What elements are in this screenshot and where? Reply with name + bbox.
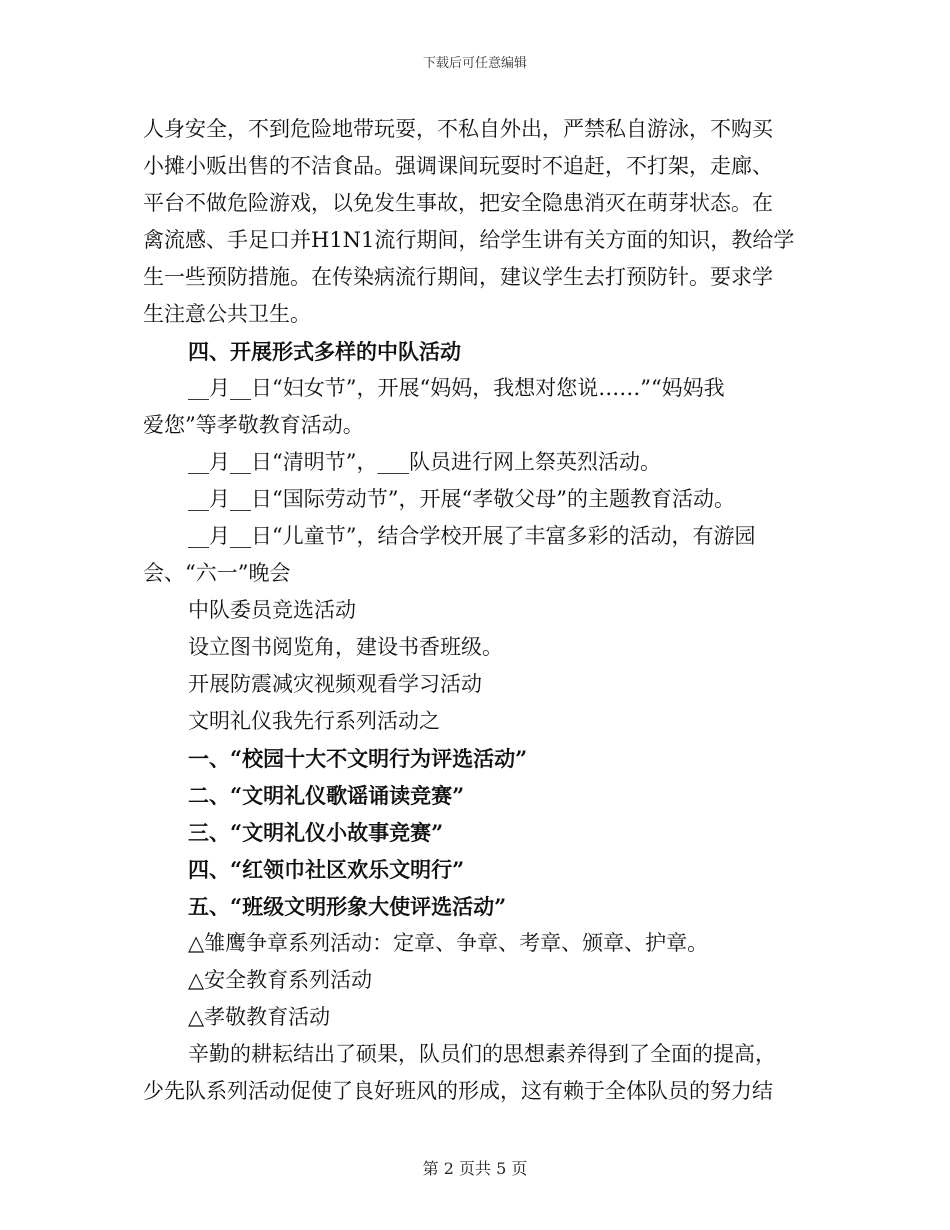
section-heading: 二、“文明礼仪歌谣诵读竞赛”	[188, 783, 465, 808]
paragraph-line: 平台不做危险游戏，以免发生事故，把安全隐患消灭在萌芽状态。在	[143, 191, 773, 215]
paragraph-line: 小摊小贩出售的不洁食品。强调课间玩耍时不追赶，不打架，走廊、	[143, 154, 773, 178]
paragraph-line: △孝敬教育活动	[188, 1005, 331, 1029]
paragraph-line: △安全教育系列活动	[188, 968, 373, 992]
page-footer: 第 2 页共 5 页	[422, 1159, 528, 1178]
section-heading: 五、“班级文明形象大使评选活动”	[188, 894, 507, 919]
paragraph-line: __月__日“妇女节”，开展“妈妈，我想对您说……”“妈妈我	[188, 376, 725, 400]
section-heading: 三、“文明礼仪小故事竞赛”	[188, 820, 444, 845]
paragraph-line: 生注意公共卫生。	[143, 302, 311, 326]
paragraph-line: 生一些预防措施。在传染病流行期间，建议学生去打预防针。要求学	[143, 265, 773, 289]
paragraph-line: __月__日“清明节”，___队员进行网上祭英烈活动。	[188, 450, 661, 474]
paragraph-line: 中队委员竞选活动	[188, 598, 356, 622]
paragraph-line: 人身安全，不到危险地带玩耍，不私自外出，严禁私自游泳，不购买	[143, 117, 773, 141]
paragraph-line: 少先队系列活动促使了良好班风的形成，这有赖于全体队员的努力结	[143, 1079, 773, 1103]
paragraph-line: 爱您”等孝敬教育活动。	[143, 413, 364, 437]
paragraph-line: 设立图书阅览角，建设书香班级。	[188, 635, 503, 659]
paragraph-line: 禽流感、手足口并H1N1流行期间，给学生讲有关方面的知识，教给学	[143, 228, 795, 252]
section-heading: 一、“校园十大不文明行为评选活动”	[188, 746, 528, 771]
page-header: 下载后可任意编辑	[422, 56, 527, 71]
section-heading: 四、“红领巾社区欢乐文明行”	[188, 857, 465, 882]
paragraph-line: __月__日“儿童节”，结合学校开展了丰富多彩的活动，有游园	[188, 524, 756, 548]
paragraph-line: 辛勤的耕耘结出了硕果，队员们的思想素养得到了全面的提高，	[188, 1042, 776, 1066]
paragraph-line: 开展防震减灾视频观看学习活动	[188, 672, 482, 696]
paragraph-line: __月__日“国际劳动节”，开展“孝敬父母”的主题教育活动。	[188, 487, 735, 511]
paragraph-line: 会、“六一”晚会	[143, 561, 291, 585]
paragraph-line: △雏鹰争章系列活动：定章、争章、考章、颁章、护章。	[188, 931, 709, 955]
document-body	[143, 111, 803, 1110]
section-heading: 四、开展形式多样的中队活动	[188, 339, 461, 364]
paragraph-line: 文明礼仪我先行系列活动之	[188, 709, 440, 733]
